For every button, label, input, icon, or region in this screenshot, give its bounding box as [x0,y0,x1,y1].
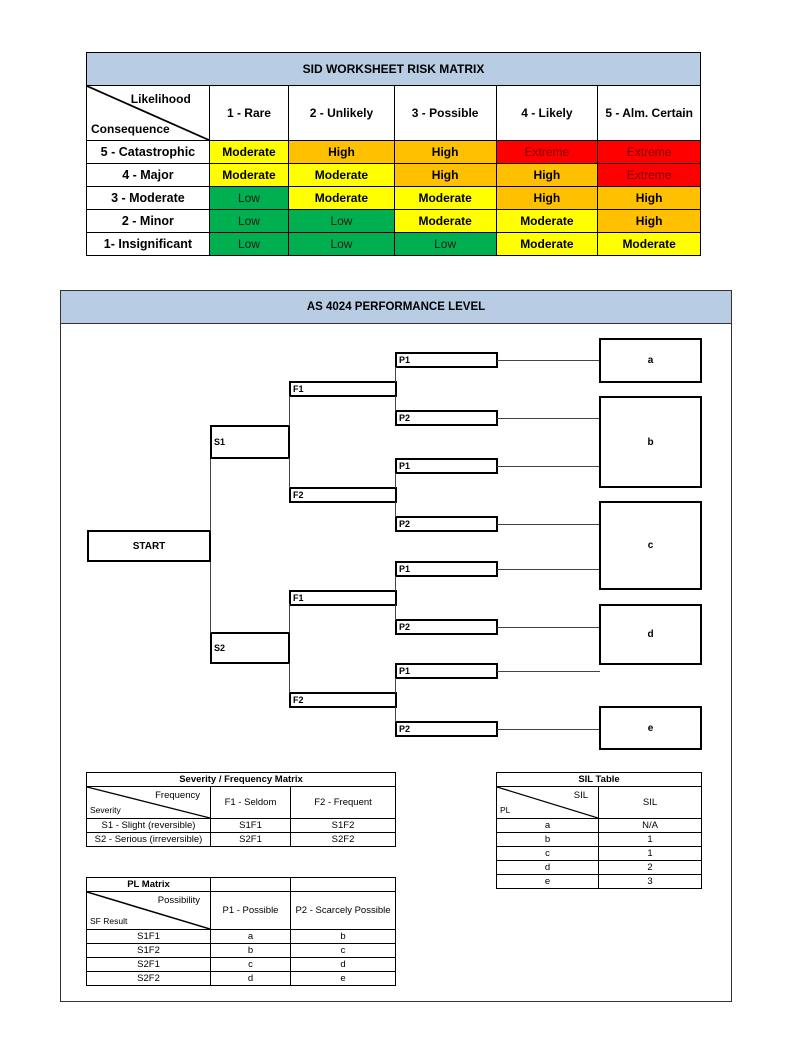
start-node-label: START [132,540,166,552]
possibility-node-label: P1 [399,355,411,365]
column-header: P1 - Possible [211,892,291,930]
possibility-node-label: P2 [399,724,411,734]
risk-level-cell: Moderate [496,210,598,233]
risk-level-cell: Low [394,233,496,256]
cell: d [291,958,396,972]
risk-level-cell: Moderate [496,233,598,256]
frequency-node [289,692,397,708]
column-header: P2 - Scarcely Possible [291,892,396,930]
sil-table-corner [497,787,599,819]
possibility-node-label: P1 [399,564,411,574]
possibility-node-label: P1 [399,666,411,676]
pl-label: d [497,861,599,875]
risk-level-cell: High [394,164,496,187]
sil-corner-label: SIL [573,790,588,801]
performance-level-title: AS 4024 PERFORMANCE LEVEL [61,291,731,324]
frequency-node [289,381,397,397]
pl-outcome-b-label: b [647,436,654,448]
severity-node-s1 [210,425,290,459]
row-label: S2 - Serious (irreversible) [87,833,211,847]
consequence-row-label: 4 - Major [87,164,210,187]
row-label: S1 - Slight (reversible) [87,819,211,833]
pl-matrix-title: PL Matrix [87,878,211,892]
connector-line [497,671,600,672]
risk-level-cell: High [598,210,701,233]
risk-level-cell: Extreme [598,164,701,187]
consequence-row-label: 2 - Minor [87,210,210,233]
possibility-node [395,619,498,635]
connector-line [210,562,211,633]
risk-row [87,187,701,210]
cell: S2F2 [291,833,396,847]
pl-outcome-a-label: a [647,355,654,366]
possibility-label: Possibility [157,895,200,906]
risk-level-cell: Low [289,233,395,256]
risk-level-cell: Low [209,210,288,233]
risk-matrix-corner [87,86,210,141]
table-row [497,833,702,847]
risk-level-cell: High [598,187,701,210]
connector-line [497,627,600,628]
pl-corner-label: PL [500,805,511,815]
cell: e [291,972,396,986]
possibility-node-label: P1 [399,461,411,471]
connector-line [289,663,290,693]
connector-line [395,707,396,722]
risk-level-cell: Low [209,233,288,256]
risk-level-cell: Low [209,187,288,210]
connector-line [497,524,600,525]
frequency-node-label: F2 [293,490,304,500]
risk-level-cell: Moderate [289,187,395,210]
table-row [87,930,396,944]
frequency-node-label: F2 [293,695,304,705]
column-header: F2 - Frequent [291,787,396,819]
pl-outcome-e [599,706,702,750]
pl-label: b [497,833,599,847]
possibility-node [395,458,498,474]
risk-level-cell: Low [289,210,395,233]
cell: b [211,944,291,958]
cell: b [291,930,396,944]
possibility-node [395,663,498,679]
consequence-row-label: 1- Insignificant [87,233,210,256]
risk-level-cell: Moderate [209,164,288,187]
sf-result-label: SF Result [90,916,128,926]
table-row [87,972,396,986]
severity-node-s1-label: S1 [214,437,226,447]
pl-label: c [497,847,599,861]
pl-outcome-a [599,338,702,383]
connector-line [497,466,600,467]
column-header: 3 - Possible [394,86,496,141]
sf-matrix-corner [87,787,211,819]
possibility-node [395,516,498,532]
connector-line [395,605,396,620]
connector-line [395,473,396,488]
connector-line [497,569,600,570]
risk-level-cell: High [496,187,598,210]
possibility-node-label: P2 [399,622,411,632]
pl-outcome-d [599,604,702,665]
column-header: 2 - Unlikely [289,86,395,141]
column-header: 1 - Rare [209,86,288,141]
table-row [497,861,702,875]
connector-line [395,502,396,517]
risk-level-cell: High [289,141,395,164]
empty-cell [291,878,396,892]
row-label: S1F2 [87,944,211,958]
risk-row [87,233,701,256]
column-header: 4 - Likely [496,86,598,141]
likelihood-label: Likelihood [130,92,191,106]
possibility-node [395,352,498,368]
sil-value: 2 [599,861,702,875]
cell: c [211,958,291,972]
risk-row [87,141,701,164]
frequency-label: Frequency [155,790,200,801]
risk-row [87,210,701,233]
frequency-node [289,487,397,503]
sf-matrix-title: Severity / Frequency Matrix [87,773,396,787]
empty-cell [211,878,291,892]
severity-node-s2 [210,632,290,664]
pl-outcome-b [599,396,702,488]
connector-line [289,604,290,633]
sil-value: N/A [599,819,702,833]
connector-line [395,678,396,693]
risk-matrix-title: SID WORKSHEET RISK MATRIX [87,53,701,86]
performance-level-panel [60,290,732,1002]
possibility-node [395,410,498,426]
risk-row [87,164,701,187]
risk-level-cell: Moderate [209,141,288,164]
consequence-row-label: 3 - Moderate [87,187,210,210]
risk-level-cell: High [394,141,496,164]
cell: S2F1 [211,833,291,847]
start-node [87,530,211,562]
severity-frequency-matrix [86,772,396,847]
possibility-node-label: P2 [399,519,411,529]
risk-level-cell: Moderate [394,187,496,210]
sil-value: 3 [599,875,702,889]
column-header: 5 - Alm. Certain [598,86,701,141]
severity-label: Severity [90,805,121,815]
cell: a [211,930,291,944]
connector-line [395,396,396,411]
cell: d [211,972,291,986]
row-label: S1F1 [87,930,211,944]
pl-outcome-d-label: d [647,629,654,640]
cell: S1F1 [211,819,291,833]
pl-label: a [497,819,599,833]
table-row [87,958,396,972]
row-label: S2F1 [87,958,211,972]
consequence-label: Consequence [91,122,170,136]
possibility-node [395,561,498,577]
frequency-node-label: F1 [293,593,304,603]
risk-level-cell: Moderate [394,210,496,233]
frequency-node [289,590,397,606]
cell: c [291,944,396,958]
risk-level-cell: Extreme [496,141,598,164]
possibility-node [395,721,498,737]
consequence-row-label: 5 - Catastrophic [87,141,210,164]
row-label: S2F2 [87,972,211,986]
risk-level-cell: Moderate [598,233,701,256]
column-header: SIL [599,787,702,819]
frequency-node-label: F1 [293,384,304,394]
pl-outcome-e-label: e [647,722,654,734]
pl-outcome-c-label: c [647,540,654,551]
risk-level-cell: Moderate [289,164,395,187]
connector-line [289,458,290,488]
sil-table [496,772,702,889]
table-row [87,944,396,958]
connector-line [497,360,600,361]
connector-line [395,576,396,591]
sil-table-title: SIL Table [497,773,702,787]
pl-matrix-corner [87,892,211,930]
connector-line [395,367,396,382]
risk-level-cell: Extreme [598,141,701,164]
connector-line [497,729,600,730]
severity-node-s2-label: S2 [214,643,226,653]
table-row [497,819,702,833]
possibility-node-label: P2 [399,413,411,423]
cell: S1F2 [291,819,396,833]
table-row [497,847,702,861]
pl-label: e [497,875,599,889]
pl-outcome-c [599,501,702,590]
connector-line [497,418,600,419]
table-row [87,833,396,847]
pl-matrix [86,877,396,986]
sil-value: 1 [599,847,702,861]
risk-level-cell: High [496,164,598,187]
connector-line [289,396,290,426]
column-header: F1 - Seldom [211,787,291,819]
risk-matrix-table [86,52,701,256]
sil-value: 1 [599,833,702,847]
table-row [87,819,396,833]
connector-line [210,459,211,531]
table-row [497,875,702,889]
